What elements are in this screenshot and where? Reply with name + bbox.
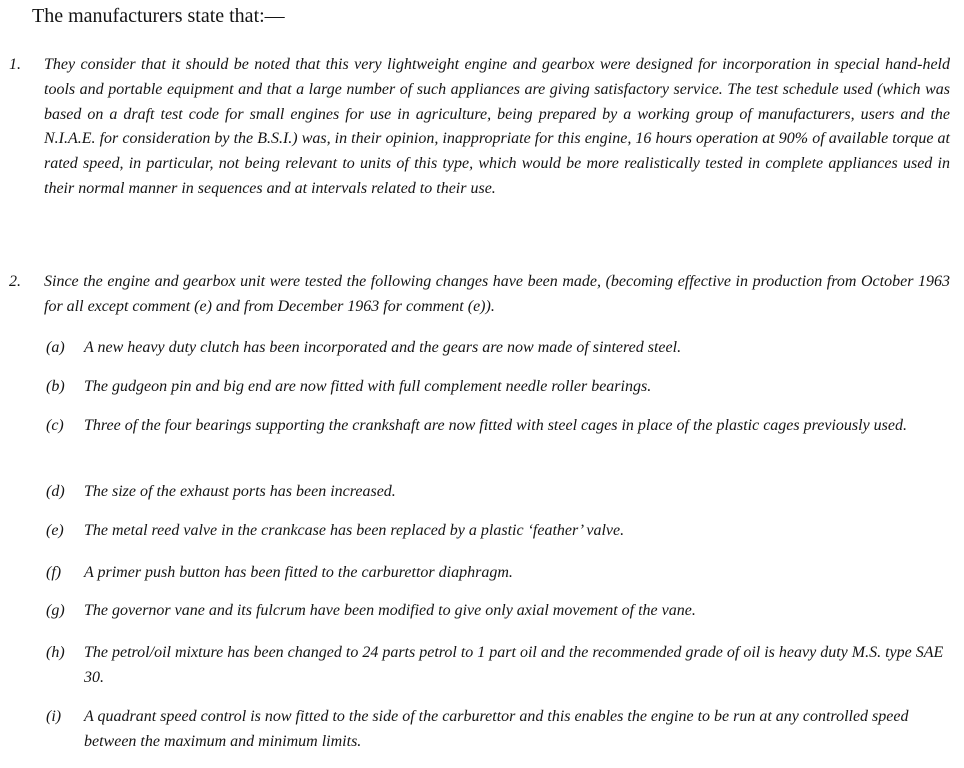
subitem-text: The metal reed valve in the crankcase has been replaced by a plastic ‘feather’ valve. (84, 522, 625, 539)
subitem-text: The size of the exhaust ports has been increased. (84, 483, 396, 500)
subitem-text: The petrol/oil mixture has been changed to 24 parts petrol to 1 part oil and the recommended grade of oil is heavy duty M.S. type SAE 30. (84, 644, 944, 686)
subitem-label: (b) (46, 378, 65, 395)
item-number: 1. (9, 56, 21, 73)
subitem-label: (g) (46, 602, 65, 619)
subitem-label: (c) (46, 417, 64, 434)
item-text: They consider that it should be noted that this very lightweight engine and gearbox were designed for incorporation in special hand-held tools and portable equipment and that a large number of such appliances are giving satisfactory service. The test schedule used (which was based on a draft test code for small engines for use in agriculture, being prepared by a working group of manufacturers, users and the N.I.A.E. for consideration by the B.S.I.) was, in their opinion, inappropriate for this engine, 16 hours operation at 90% of available torque at rated speed, in particular, not being relevant to units of this type, which would be more realistically tested in complete appliances used in their normal manner in sequences and at intervals related to their use. (44, 56, 950, 197)
subitem-label: (a) (46, 339, 65, 356)
subitem-label: (d) (46, 483, 65, 500)
item-text: Since the engine and gearbox unit were tested the following changes have been made, (becoming effective in production from October 1963 for all except comment (e) and from December 1963 for comment (e)). (44, 273, 950, 315)
subitem-text: The gudgeon pin and big end are now fitted with full complement needle roller bearings. (84, 378, 652, 395)
item-number: 2. (9, 273, 21, 290)
subitem-text: A quadrant speed control is now fitted to the side of the carburettor and this enables the engine to be run at any controlled speed between the maximum and minimum limits. (84, 708, 909, 750)
subitem-text: Three of the four bearings supporting the crankshaft are now fitted with steel cages in place of the plastic cages previously used. (84, 417, 907, 434)
subitem-text: A primer push button has been fitted to the carburettor diaphragm. (84, 564, 513, 581)
heading: The manufacturers state that:— (32, 5, 285, 27)
subitem-label: (i) (46, 708, 62, 725)
subitem-text: A new heavy duty clutch has been incorporated and the gears are now made of sintered steel. (84, 339, 682, 356)
subitem-text: The governor vane and its fulcrum have been modified to give only axial movement of the vane. (84, 602, 696, 619)
subitem-label: (e) (46, 522, 64, 539)
subitem-label: (h) (46, 644, 65, 661)
subitem-label: (f) (46, 564, 62, 581)
